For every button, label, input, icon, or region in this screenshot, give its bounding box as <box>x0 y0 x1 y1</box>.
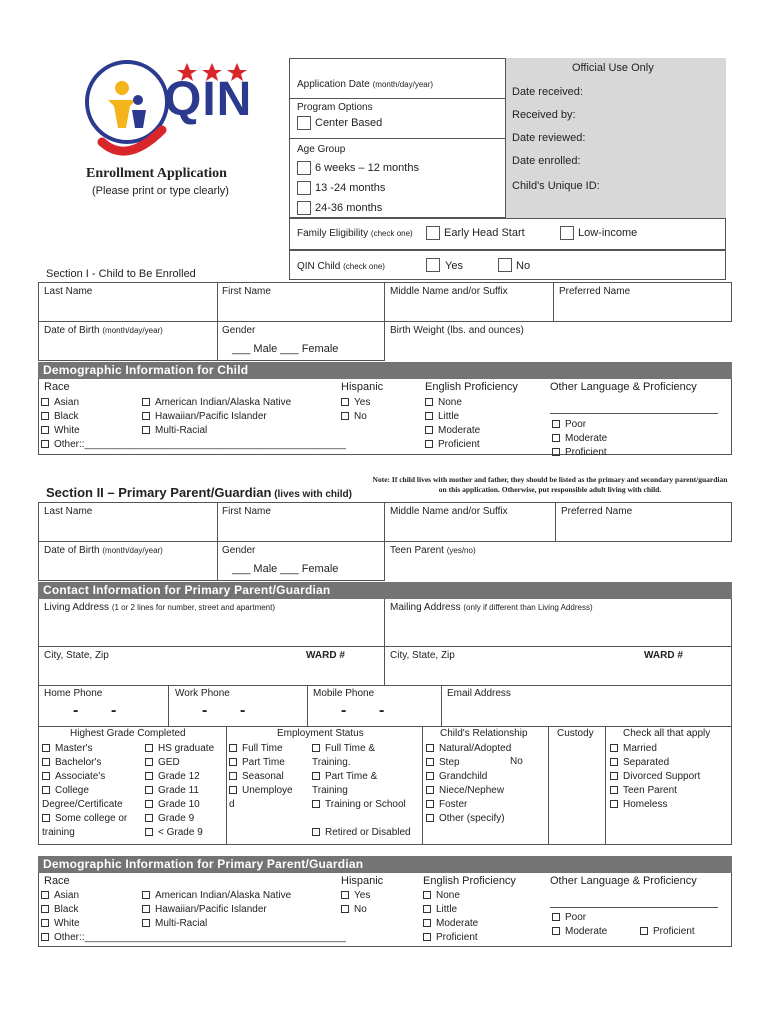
checkbox-icon <box>610 800 618 808</box>
checkbox-icon <box>229 772 237 780</box>
child-race-option[interactable]: Hawaiian/Pacific Islander <box>142 410 291 424</box>
parent-other-language-col1 <box>552 911 607 939</box>
checkbox-icon <box>552 434 560 442</box>
divider-line <box>217 282 218 322</box>
checkbox-icon <box>312 744 320 752</box>
qin-logo <box>72 50 262 160</box>
checkbox-icon <box>145 828 153 836</box>
checkbox-icon <box>41 933 49 941</box>
checkbox-icon <box>312 828 320 836</box>
education-option-cont: training <box>42 827 75 838</box>
checkbox-icon <box>425 398 433 406</box>
employment-heading: Employment Status <box>277 728 364 739</box>
checkbox-icon <box>229 744 237 752</box>
low-income-checkbox[interactable] <box>560 226 574 240</box>
education-option[interactable]: Some college or <box>42 812 127 826</box>
mailing-address-text: Mailing Address <box>390 602 461 613</box>
education-option[interactable]: Grade 12 <box>145 770 214 784</box>
checkbox-icon <box>423 891 431 899</box>
child-other-language-options <box>552 418 607 460</box>
mailing-city-label[interactable]: City, State, Zip <box>390 650 455 661</box>
center-based-label: Center Based <box>315 117 383 129</box>
phone-dash: - <box>202 702 208 719</box>
parent-hispanic-label: Hispanic <box>341 875 384 887</box>
teen-parent-label[interactable] <box>390 545 476 556</box>
parent-gender-options[interactable]: ___ Male ___ Female <box>232 563 339 575</box>
child-gender-options[interactable]: ___ Male ___ Female <box>232 343 339 355</box>
divider-line <box>217 502 218 542</box>
child-preferred-name-label[interactable]: Preferred Name <box>559 286 631 297</box>
teen-parent-hint: (yes/no) <box>446 546 476 555</box>
parent-race-option[interactable]: White <box>41 917 346 931</box>
divider-line <box>384 282 385 322</box>
education-option[interactable]: College <box>42 784 127 798</box>
divider-line <box>38 685 732 686</box>
divider-line <box>422 727 423 845</box>
parent-english-options <box>423 889 478 945</box>
divider-line <box>168 685 169 727</box>
phone-dash: - <box>379 702 385 719</box>
checkbox-icon <box>145 786 153 794</box>
checkbox-icon <box>145 800 153 808</box>
checkbox-icon <box>610 744 618 752</box>
parent-other-lang-option[interactable]: Moderate <box>552 925 607 939</box>
phone-dash: - <box>240 702 246 719</box>
checkbox-icon <box>425 426 433 434</box>
relationship-option[interactable]: Grandchild <box>426 770 511 784</box>
checkbox-icon <box>552 927 560 935</box>
child-race-option[interactable]: White <box>41 424 346 438</box>
divider-line <box>384 502 385 542</box>
date-reviewed-label: Date reviewed: <box>512 132 586 144</box>
child-english-option[interactable]: None <box>425 396 480 410</box>
education-col2 <box>145 742 214 840</box>
parent-other-language-col2 <box>640 925 695 939</box>
divider-line <box>441 685 442 727</box>
parent-middle-name-label[interactable]: Middle Name and/or Suffix <box>390 506 508 517</box>
divider-line <box>307 685 308 727</box>
divider-line <box>289 98 505 99</box>
contact-box <box>38 599 732 727</box>
employment-option[interactable]: Full Time <box>229 742 293 756</box>
child-english-option[interactable]: Moderate <box>425 424 480 438</box>
phone-dash: - <box>73 702 79 719</box>
child-other-lang-option[interactable]: Moderate <box>552 432 607 446</box>
child-first-name-label[interactable]: First Name <box>222 286 271 297</box>
living-ward-label[interactable]: WARD # <box>306 650 345 661</box>
employment-option[interactable]: Training or School <box>312 798 411 812</box>
home-phone-label[interactable]: Home Phone <box>44 688 103 699</box>
checkbox-icon <box>423 933 431 941</box>
section1-heading: Section I - Child to Be Enrolled <box>46 268 196 280</box>
checkbox-icon <box>142 426 150 434</box>
relationship-options <box>426 742 511 826</box>
checkbox-icon <box>142 905 150 913</box>
child-english-label: English Proficiency <box>425 381 518 393</box>
education-heading: Highest Grade Completed <box>70 728 186 739</box>
qin-yes-checkbox[interactable] <box>426 258 440 272</box>
early-head-start-checkbox[interactable] <box>426 226 440 240</box>
checkbox-icon <box>42 786 50 794</box>
parent-english-option[interactable]: Proficient <box>423 931 478 945</box>
family-eligibility-hint: (check one) <box>370 229 413 238</box>
parent-race-option[interactable]: Multi-Racial <box>142 917 291 931</box>
child-dob-label[interactable] <box>44 325 163 336</box>
checkbox-icon <box>142 398 150 406</box>
child-other-lang-option[interactable]: Proficient <box>552 446 607 460</box>
parent-dob-hint: (month/day/year) <box>102 546 163 555</box>
checkbox-icon <box>142 412 150 420</box>
divider-line <box>553 282 554 322</box>
mailing-ward-label[interactable]: WARD # <box>644 650 683 661</box>
qin-child-label <box>297 261 385 272</box>
low-income-label: Low-income <box>578 227 638 239</box>
age-24mo-label: 24-36 months <box>315 202 383 214</box>
age-6wk-checkbox[interactable] <box>297 161 311 175</box>
check-all-option[interactable]: Divorced Support <box>610 770 700 784</box>
divider-line <box>605 727 606 845</box>
mailing-address-label[interactable] <box>390 602 593 613</box>
child-last-name-label[interactable]: Last Name <box>44 286 93 297</box>
checkbox-icon <box>41 440 49 448</box>
child-hispanic-label: Hispanic <box>341 381 384 393</box>
divider-line <box>555 502 556 542</box>
parent-race-option[interactable]: American Indian/Alaska Native <box>142 889 291 903</box>
program-options-label: Program Options <box>297 102 373 113</box>
divider-line <box>384 599 385 685</box>
employment-option[interactable]: Full Time & <box>312 742 411 756</box>
date-enrolled-label: Date enrolled: <box>512 155 581 167</box>
child-race-option[interactable]: Black <box>41 410 346 424</box>
checkbox-icon <box>145 772 153 780</box>
date-received-label: Date received: <box>512 86 583 98</box>
living-address-label[interactable] <box>44 602 275 613</box>
work-phone-label[interactable]: Work Phone <box>175 688 230 699</box>
employment-spacer <box>312 812 411 826</box>
checkbox-icon <box>426 744 434 752</box>
mobile-phone-label[interactable]: Mobile Phone <box>313 688 375 699</box>
parent-race-option[interactable]: Hawaiian/Pacific Islander <box>142 903 291 917</box>
check-all-option[interactable]: Teen Parent <box>610 784 700 798</box>
application-date-label[interactable] <box>297 79 433 90</box>
check-all-options <box>610 742 700 812</box>
checkbox-icon <box>426 772 434 780</box>
divider-line <box>217 541 218 581</box>
parent-english-option[interactable]: Moderate <box>423 917 478 931</box>
child-race-option[interactable]: Other::_______________________________________________ <box>41 438 346 452</box>
official-use-heading: Official Use Only <box>572 62 654 74</box>
check-all-heading: Check all that apply <box>623 728 711 739</box>
checkbox-icon <box>145 744 153 752</box>
divider-line <box>38 580 384 581</box>
early-head-start-label: Early Head Start <box>444 227 525 239</box>
checkbox-icon <box>552 448 560 456</box>
divider-line <box>217 321 218 361</box>
child-dob-text: Date of Birth <box>44 325 100 336</box>
center-based-checkbox[interactable] <box>297 116 311 130</box>
application-date-text: Application Date <box>297 79 370 90</box>
parent-race-option[interactable]: Asian <box>41 889 346 903</box>
checkbox-icon <box>426 786 434 794</box>
contact-heading: Contact Information for Primary Parent/Guardian <box>38 582 732 599</box>
checkbox-icon <box>229 758 237 766</box>
checkbox-icon <box>341 905 349 913</box>
child-other-language-line[interactable] <box>550 413 718 414</box>
relationship-no-text: No <box>510 756 523 767</box>
parent-other-language-label: Other Language & Proficiency <box>550 875 697 887</box>
divider-line <box>38 360 384 361</box>
qin-no-checkbox[interactable] <box>498 258 512 272</box>
parent-gender-label: Gender <box>222 545 256 556</box>
demo-child-heading: Demographic Information for Child <box>38 362 732 379</box>
employment-option-cont: d <box>229 799 235 810</box>
checkbox-icon <box>42 744 50 752</box>
checkbox-icon <box>552 420 560 428</box>
child-race-option[interactable]: American Indian/Alaska Native <box>142 396 291 410</box>
custody-heading: Custody <box>557 728 594 739</box>
parent-hispanic-option[interactable]: Yes <box>341 889 370 903</box>
family-eligibility-text: Family Eligibility <box>297 228 369 239</box>
checkbox-icon <box>41 891 49 899</box>
age-24mo-checkbox[interactable] <box>297 201 311 215</box>
checkbox-icon <box>312 772 320 780</box>
form-subtitle: (Please print or type clearly) <box>92 185 229 197</box>
checkbox-icon <box>41 426 49 434</box>
child-hispanic-option[interactable]: No <box>341 410 370 424</box>
unique-id-label: Child's Unique ID: <box>512 180 600 192</box>
checkbox-icon <box>640 927 648 935</box>
parent-english-label: English Proficiency <box>423 875 516 887</box>
divider-line <box>38 646 732 647</box>
relationship-option[interactable]: Niece/Nephew <box>426 784 511 798</box>
education-col1 <box>42 742 127 840</box>
checkbox-icon <box>42 758 50 766</box>
teen-parent-text: Teen Parent <box>390 545 444 556</box>
child-gender-label: Gender <box>222 325 256 336</box>
parent-race-option[interactable]: Other::_______________________________________________ <box>41 931 346 945</box>
checkbox-icon <box>425 412 433 420</box>
child-race-label: Race <box>44 381 70 393</box>
checkbox-icon <box>426 800 434 808</box>
education-option[interactable]: Associate's <box>42 770 127 784</box>
employment-option-cont: Training <box>312 785 348 796</box>
divider-line <box>289 138 505 139</box>
section2-heading <box>46 485 352 500</box>
section2-heading-text: Section II – Primary Parent/Guardian <box>46 485 272 500</box>
education-option[interactable]: GED <box>145 756 214 770</box>
relationship-option[interactable]: Other (specify) <box>426 812 511 826</box>
child-english-option[interactable]: Little <box>425 410 480 424</box>
parent-hispanic-options <box>341 889 370 917</box>
parent-dob-label[interactable] <box>44 545 163 556</box>
child-hispanic-option[interactable]: Yes <box>341 396 370 410</box>
checkbox-icon <box>41 398 49 406</box>
parent-english-option[interactable]: None <box>423 889 478 903</box>
education-option[interactable]: Grade 11 <box>145 784 214 798</box>
qin-yes-label: Yes <box>445 260 463 272</box>
checkbox-icon <box>610 772 618 780</box>
checkbox-icon <box>42 814 50 822</box>
child-english-option[interactable]: Proficient <box>425 438 480 452</box>
employment-option[interactable]: Seasonal <box>229 770 293 784</box>
living-city-label[interactable]: City, State, Zip <box>44 650 109 661</box>
checkbox-icon <box>341 891 349 899</box>
relationship-option[interactable]: Step <box>426 756 511 770</box>
checkbox-icon <box>229 786 237 794</box>
age-13mo-label: 13 -24 months <box>315 182 386 194</box>
relationship-option[interactable]: Foster <box>426 798 511 812</box>
parent-english-option[interactable]: Little <box>423 903 478 917</box>
checkbox-icon <box>426 814 434 822</box>
qin-no-label: No <box>516 260 531 272</box>
checkbox-icon <box>142 919 150 927</box>
parent-race-label: Race <box>44 875 70 887</box>
age-6wk-label: 6 weeks – 12 months <box>315 162 419 174</box>
divider-line <box>384 321 385 361</box>
mailing-address-hint: (only if different than Living Address) <box>463 603 593 612</box>
parent-preferred-name-label[interactable]: Preferred Name <box>561 506 633 517</box>
child-race-col2 <box>142 396 291 438</box>
checkbox-icon <box>610 758 618 766</box>
employment-col1 <box>229 742 293 812</box>
logo-brand-text: QIN <box>164 73 253 126</box>
form-title: Enrollment Application <box>86 166 227 181</box>
divider-line <box>226 727 227 845</box>
application-date-hint: (month/day/year) <box>372 80 434 89</box>
qin-child-hint: (check one) <box>343 262 385 271</box>
qin-child-text: QIN Child <box>297 261 341 272</box>
age-13mo-checkbox[interactable] <box>297 181 311 195</box>
parent-first-name-label[interactable]: First Name <box>222 506 271 517</box>
checkbox-icon <box>41 412 49 420</box>
employment-option[interactable]: Unemploye <box>229 784 293 798</box>
received-by-label: Received by: <box>512 109 576 121</box>
child-middle-name-label[interactable]: Middle Name and/or Suffix <box>390 286 508 297</box>
divider-line <box>384 541 385 581</box>
child-hispanic-options <box>341 396 370 424</box>
checkbox-icon <box>142 891 150 899</box>
checkbox-icon <box>552 913 560 921</box>
check-all-option[interactable]: Separated <box>610 756 700 770</box>
family-eligibility-label <box>297 228 413 239</box>
checkbox-icon <box>312 800 320 808</box>
employment-option-cont: Training. <box>312 757 351 768</box>
demo-parent-heading: Demographic Information for Primary Parent/Guardian <box>38 856 732 873</box>
phone-dash: - <box>341 702 347 719</box>
child-dob-hint: (month/day/year) <box>102 326 163 335</box>
checkbox-icon <box>423 905 431 913</box>
parent-other-lang-option[interactable]: Poor <box>552 911 607 925</box>
education-option[interactable]: Grade 10 <box>145 798 214 812</box>
child-race-option[interactable]: Asian <box>41 396 346 410</box>
employment-option[interactable]: Part Time <box>229 756 293 770</box>
parent-hispanic-option[interactable]: No <box>341 903 370 917</box>
check-all-option[interactable]: Homeless <box>610 798 700 812</box>
phone-dash: - <box>111 702 117 719</box>
checkbox-icon <box>341 412 349 420</box>
parent-other-language-line[interactable] <box>550 907 718 908</box>
checkbox-icon <box>41 919 49 927</box>
relationship-heading: Child's Relationship <box>440 728 528 739</box>
employment-option[interactable]: Part Time & <box>312 770 411 784</box>
parent-dob-text: Date of Birth <box>44 545 100 556</box>
education-option[interactable]: Grade 9 <box>145 812 214 826</box>
relationship-option[interactable]: Natural/Adopted <box>426 742 511 756</box>
checkbox-icon <box>42 772 50 780</box>
divider-line <box>548 727 549 845</box>
checkbox-icon <box>425 440 433 448</box>
parent-other-lang-option[interactable]: Proficient <box>640 925 695 939</box>
check-all-option[interactable]: Married <box>610 742 700 756</box>
education-option-cont: Degree/Certificate <box>42 799 123 810</box>
employment-option[interactable]: Retired or Disabled <box>312 826 411 840</box>
section2-heading-suffix: (lives with child) <box>274 489 352 500</box>
child-birth-weight-label[interactable]: Birth Weight (lbs. and ounces) <box>390 325 524 336</box>
email-label[interactable]: Email Address <box>447 688 511 699</box>
education-option[interactable]: < Grade 9 <box>145 826 214 840</box>
education-option[interactable]: Bachelor's <box>42 756 127 770</box>
checkbox-icon <box>341 398 349 406</box>
child-other-language-label: Other Language & Proficiency <box>550 381 697 393</box>
checkbox-icon <box>423 919 431 927</box>
parent-race-col2 <box>142 889 291 931</box>
parent-last-name-label[interactable]: Last Name <box>44 506 93 517</box>
checkbox-icon <box>610 786 618 794</box>
checkbox-icon <box>426 758 434 766</box>
checkbox-icon <box>145 758 153 766</box>
parent-race-option[interactable]: Black <box>41 903 346 917</box>
child-race-option[interactable]: Multi-Racial <box>142 424 291 438</box>
education-option[interactable]: Master's <box>42 742 127 756</box>
checkbox-icon <box>41 905 49 913</box>
child-other-lang-option[interactable]: Poor <box>552 418 607 432</box>
age-group-label: Age Group <box>297 144 346 155</box>
living-address-hint: (1 or 2 lines for number, street and apartment) <box>111 603 276 612</box>
checkbox-icon <box>145 814 153 822</box>
guardian-note: Note: If child lives with mother and father, they should be listed as the primary and secondary parent/guardian on this application. Otherwise, put responsible adult living with child. <box>372 475 728 494</box>
living-address-text: Living Address <box>44 602 110 613</box>
child-english-options <box>425 396 480 452</box>
education-option[interactable]: HS graduate <box>145 742 214 756</box>
employment-col2 <box>312 742 411 840</box>
